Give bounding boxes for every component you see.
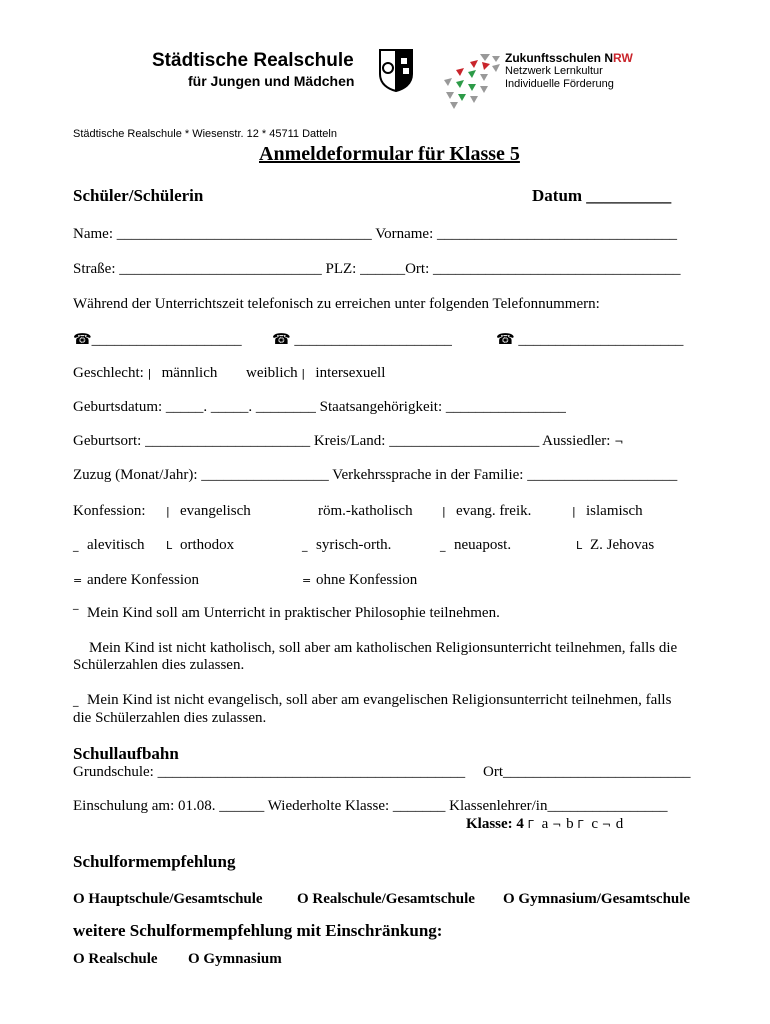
klasse-c-label: c [591,816,599,832]
conf-katholisch-option[interactable] [318,503,413,520]
conf-alevitisch-option[interactable] [73,537,144,554]
conf-alevitisch-label: alevitisch [87,537,145,553]
coat-of-arms-logo [378,48,414,92]
rel-kath-line1[interactable]: Mein Kind ist nicht katholisch, soll aber am katholischen Religionsunterricht teilnehmen, falls die [89,640,678,656]
gender-female-label: weiblich [246,365,298,381]
career-heading: Schullaufbahn [73,744,179,763]
school-subtitle: für Jungen und Mädchen [188,73,355,89]
phone-hint: Während der Unterrichtszeit telefonisch zu erreichen unter folgenden Telefonnummern: [73,296,600,312]
philosophy-checkbox[interactable]: ‾ [73,607,79,620]
einschulung-field[interactable]: Einschulung am: 01.08. ______ Wiederholte Klasse: _______ Klassenlehrer/in________________ [73,798,668,814]
conf-katholisch-label: röm.-katholisch [318,503,413,519]
school-address: Städtische Realschule * Wiesenstr. 12 * 45711 Datteln [73,128,337,140]
rec-gymnasium-option[interactable]: O Gymnasium/Gesamtschule [503,891,691,907]
conf-islamisch-label: islamisch [586,503,643,519]
conf-islamisch-option[interactable] [572,503,643,520]
conf-orthodox-checkbox[interactable]: L [166,539,173,552]
nrw-line3: Individuelle Förderung [505,78,614,90]
restricted-recommendation-heading: weitere Schulformempfehlung mit Einschränkung: [73,921,443,940]
conf-alevitisch-checkbox[interactable]: _ [73,539,79,552]
rec-hauptschule-option[interactable]: O Hauptschule/Gesamtschule [73,891,263,907]
nrw-title-main: Zukunftsschulen N [505,51,614,65]
conf-islamisch-checkbox[interactable]: | [572,505,576,518]
rel-ev-line2: die Schülerzahlen dies zulassen. [73,710,267,726]
birthdate-field[interactable]: Geburtsdatum: _____. _____. ________ Staatsangehörigkeit: ________________ [73,399,566,415]
conf-evangelisch-label: evangelisch [180,503,251,519]
gender-row [73,365,217,382]
birthplace-field[interactable]: Geburtsort: ______________________ Kreis/Land: ____________________ Aussiedler: [73,433,611,449]
rec-realschule-option[interactable]: O Realschule/Gesamtschule [297,891,475,907]
recommendation-heading: Schulformempfehlung [73,852,236,871]
conf-evangelisch-option[interactable] [166,503,251,520]
conf-orthodox-label: orthodox [180,537,235,553]
conf-freik-checkbox[interactable]: | [442,505,446,518]
conf-syrisch-label: syrisch-orth. [316,537,392,553]
name-field[interactable]: Name: __________________________________ Vorname: ________________________________ [73,226,678,242]
aussiedler-checkbox[interactable]: ¬ [614,435,624,448]
conf-orthodox-option[interactable] [166,537,234,554]
student-heading: Schüler/Schülerin [73,186,204,205]
form-title: Anmeldeformular für Klasse 5 [259,143,520,165]
conf-andere-label: andere Konfession [87,572,200,588]
conf-neuapost-label: neuapost. [454,537,512,553]
gender-female-checkbox[interactable]: | [301,367,306,380]
nrw-triangles-logo [440,52,500,110]
rel-ev-line1: Mein Kind ist nicht evangelisch, soll aber am evangelischen Religionsunterricht teilnehmen, falls [87,692,672,708]
conf-jehovas-checkbox[interactable]: L [576,539,583,552]
klasse-label: Klasse: 4 [466,816,524,832]
rel-ev-option[interactable] [73,692,671,709]
school-name: Städtische Realschule [152,50,354,71]
klasse-a-checkbox[interactable]: Γ [527,818,534,831]
philosophy-option[interactable] [73,605,500,622]
conf-ohne-option[interactable] [302,572,417,589]
klasse-c-checkbox[interactable]: Γ [577,818,584,831]
klasse-row [466,816,623,833]
conf-evangelisch-checkbox[interactable]: | [166,505,170,518]
klasse-b-label: b [566,816,574,832]
birthplace-row [73,433,628,450]
gender-label: Geschlecht: [73,365,144,381]
conf-jehovas-label: Z. Jehovas [590,537,655,553]
nrw-line2: Netzwerk Lernkultur [505,65,603,77]
conf-andere-checkbox[interactable]: = [73,574,83,587]
ort-field[interactable]: Ort_________________________ [483,764,691,780]
conf-neuapost-option[interactable] [440,537,511,554]
conf-freik-option[interactable] [442,503,531,520]
street-field[interactable]: Straße: ___________________________ PLZ: ______Ort: _________________________________ [73,261,681,277]
date-field[interactable]: Datum __________ [532,186,672,205]
klasse-d-label: d [615,816,624,832]
zuzug-field[interactable]: Zuzug (Monat/Jahr): _________________ Verkehrssprache in der Familie: ____________________ [73,467,678,483]
conf-jehovas-option[interactable] [576,537,654,554]
rel-kath-line2: Schülerzahlen dies zulassen. [73,657,245,673]
conf-andere-option[interactable] [73,572,199,589]
conf-syrisch-checkbox[interactable]: _ [302,539,308,552]
klasse-a-label: a [541,816,549,832]
grundschule-field[interactable]: Grundschule: _________________________________________ [73,764,466,780]
conf-neuapost-checkbox[interactable]: _ [440,539,446,552]
philosophy-label: Mein Kind soll am Unterricht in praktischer Philosophie teilnehmen. [87,605,500,621]
nrw-title-accent: RW [613,51,633,65]
klasse-d-checkbox[interactable]: ¬ [601,818,611,831]
rel-ev-checkbox[interactable]: _ [73,694,79,707]
phone-field-1[interactable]: ☎____________________ [73,332,242,348]
klasse-b-checkbox[interactable]: ¬ [552,818,562,831]
conf-ohne-label: ohne Konfession [316,572,418,588]
conf-ohne-checkbox[interactable]: = [302,574,312,587]
gender-diverse-label: intersexuell [315,365,386,381]
phone-field-2[interactable]: ☎ _____________________ [272,332,452,348]
phone-field-3[interactable]: ☎ ______________________ [496,332,684,348]
nrw-title [505,51,633,65]
gender-male-checkbox[interactable]: | [147,367,152,380]
conf-syrisch-option[interactable] [302,537,391,554]
conf-freik-label: evang. freik. [456,503,532,519]
gender-male-label: männlich [161,365,218,381]
rec-restricted-gymnasium-option[interactable]: O Gymnasium [188,951,282,967]
confession-label: Konfession: [73,503,146,519]
rec-restricted-realschule-option[interactable]: O Realschule [73,951,158,967]
gender-female-option[interactable] [246,365,385,382]
